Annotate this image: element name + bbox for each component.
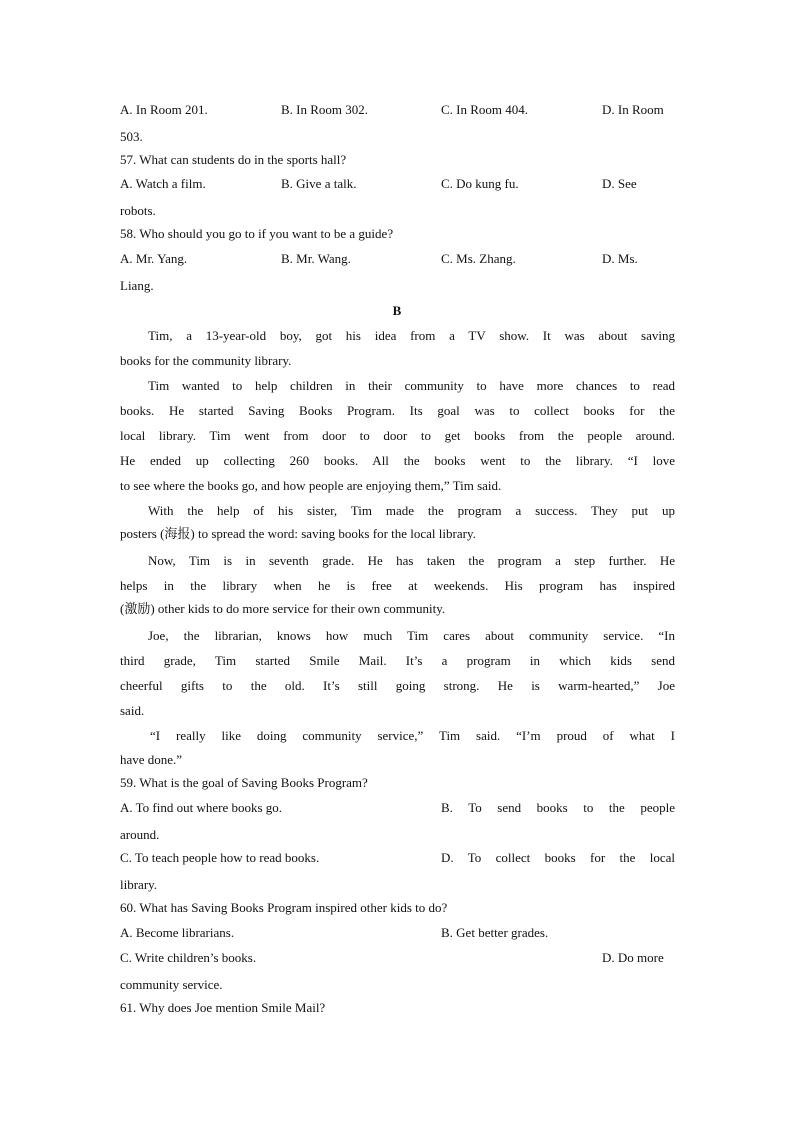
passage-line: (激励) other kids to do more service for their own community. <box>120 601 446 616</box>
q58-question: 58. Who should you go to if you want to be a guide? <box>120 226 394 241</box>
passage-line: Tim wanted to help children in their community to have more chances to read <box>148 378 675 393</box>
passage-line: He ended up collecting 260 books. All the books went to the library. “I love <box>120 453 675 468</box>
passage-line: local library. Tim went from door to door to get books from the people around. <box>120 428 675 443</box>
q60-option-c: C. Write children’s books. <box>120 950 257 965</box>
q56-option-a: A. In Room 201. <box>120 102 208 117</box>
passage-line: “I really like doing community service,” Tim said. “I’m proud of what I <box>150 728 675 743</box>
q56-option-b: B. In Room 302. <box>281 102 369 117</box>
q59-option-d: D. To collect books for the local <box>441 850 675 865</box>
q59-option-a: A. To find out where books go. <box>120 800 283 815</box>
q58-option-b: B. Mr. Wang. <box>281 251 351 266</box>
passage-line: books. He started Saving Books Program. Its goal was to collect books for the <box>120 403 675 418</box>
q57-option-c: C. Do kung fu. <box>441 176 519 191</box>
passage-line: said. <box>120 703 145 718</box>
q59-option-d-wrap: library. <box>120 877 158 892</box>
section-heading: B <box>392 303 402 318</box>
q57-option-d-wrap: robots. <box>120 203 156 218</box>
passage-line: cheerful gifts to the old. It’s still going strong. He is warm-hearted,” Joe <box>120 678 675 693</box>
q57-option-d: D. See <box>602 176 637 191</box>
q60-option-d-wrap: community service. <box>120 977 223 992</box>
passage-line: Now, Tim is in seventh grade. He has taken the program a step further. He <box>148 553 675 568</box>
q57-question: 57. What can students do in the sports hall? <box>120 152 347 167</box>
q59-option-c: C. To teach people how to read books. <box>120 850 320 865</box>
q61-question: 61. Why does Joe mention Smile Mail? <box>120 1000 326 1015</box>
q56-option-d-wrap: 503. <box>120 129 143 144</box>
passage-line: Joe, the librarian, knows how much Tim cares about community service. “In <box>148 628 675 643</box>
passage-line: With the help of his sister, Tim made the program a success. They put up <box>148 503 675 518</box>
passage-line: have done.” <box>120 752 183 767</box>
passage-line: third grade, Tim started Smile Mail. It’s a program in which kids send <box>120 653 675 668</box>
q60-question: 60. What has Saving Books Program inspired other kids to do? <box>120 900 448 915</box>
q56-option-c: C. In Room 404. <box>441 102 529 117</box>
q60-option-d: D. Do more <box>602 950 664 965</box>
q58-option-d: D. Ms. <box>602 251 638 266</box>
q59-question: 59. What is the goal of Saving Books Program? <box>120 775 368 790</box>
q57-option-a: A. Watch a film. <box>120 176 206 191</box>
passage-line: to see where the books go, and how people are enjoying them,” Tim said. <box>120 478 502 493</box>
q58-option-c: C. Ms. Zhang. <box>441 251 516 266</box>
passage-line: helps in the library when he is free at weekends. His program has inspired <box>120 578 675 593</box>
q60-option-a: A. Become librarians. <box>120 925 235 940</box>
q58-option-d-wrap: Liang. <box>120 278 154 293</box>
q60-option-b: B. Get better grades. <box>441 925 549 940</box>
q56-option-d: D. In Room <box>602 102 664 117</box>
q59-option-b: B. To send books to the people <box>441 800 675 815</box>
passage-line: posters (海报) to spread the word: saving books for the local library. <box>120 526 476 541</box>
q57-option-b: B. Give a talk. <box>281 176 357 191</box>
q59-option-b-wrap: around. <box>120 827 160 842</box>
passage-line: books for the community library. <box>120 353 292 368</box>
passage-line: Tim, a 13-year-old boy, got his idea from a TV show. It was about saving <box>148 328 675 343</box>
q58-option-a: A. Mr. Yang. <box>120 251 188 266</box>
